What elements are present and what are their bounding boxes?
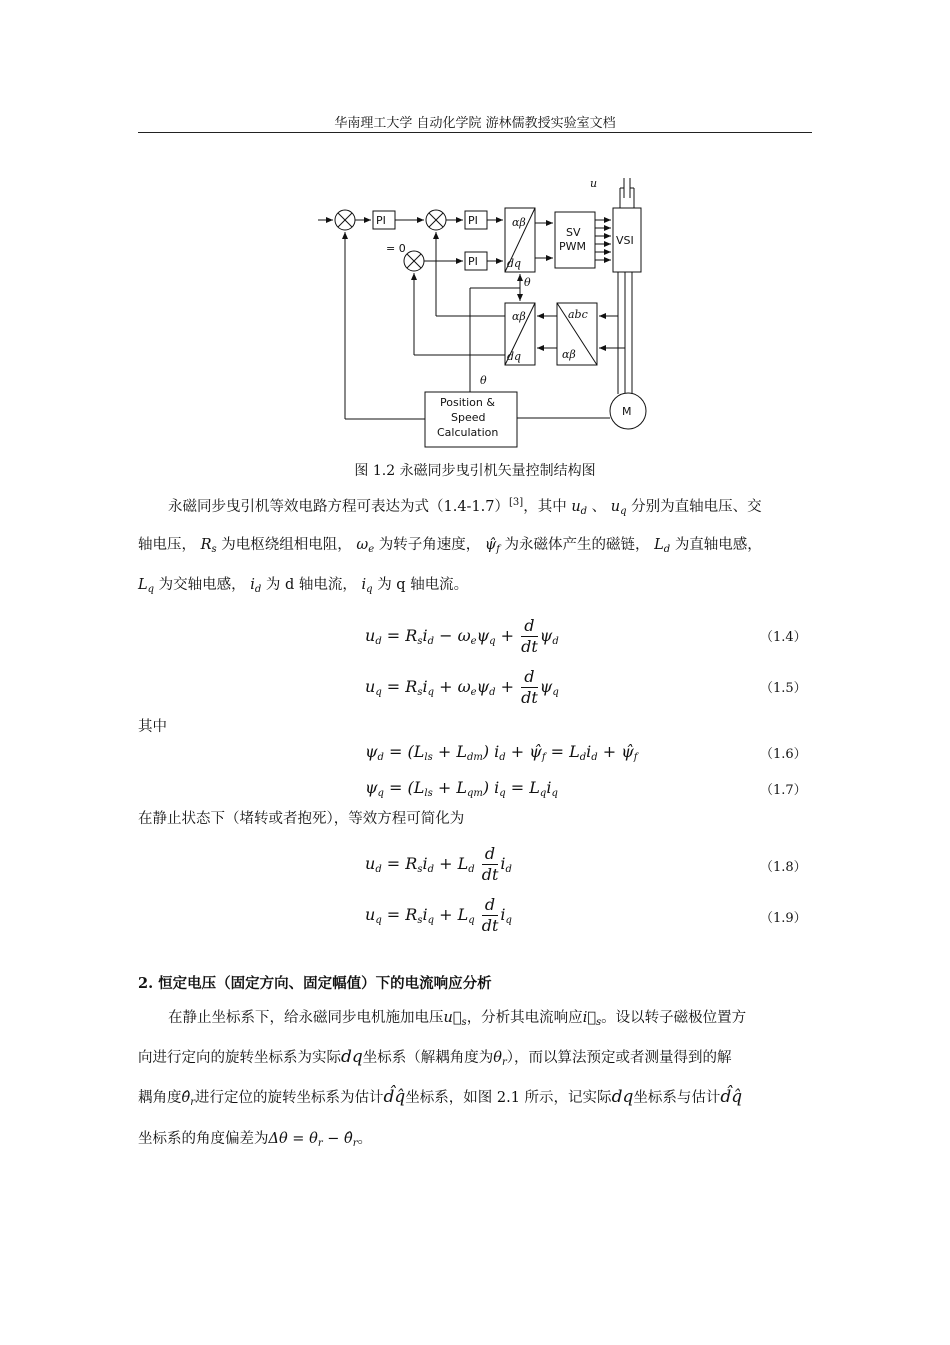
p2-text-a: 在静止坐标系下，给永磁同步电机施加电压 [168, 1010, 444, 1026]
citation-ref: [3] [509, 497, 524, 508]
pi-label-2: PI [468, 214, 478, 227]
abc-label: abc [568, 308, 588, 321]
paragraph-2-line-4: 坐标系的角度偏差为$\Delta\theta = \theta_r$ − $\thetâ_r$。 [138, 1131, 372, 1149]
p2-text-h: 进行定位的旋转坐标系为估计 [195, 1090, 384, 1106]
equation-1-8: $u_d = R_si_d + L_d$ $\frac{d}{dt}$ $i_d$ [365, 844, 512, 884]
p1-text-j: 为 d 轴电流， [265, 577, 357, 593]
p1-text-g: 为永磁体产生的磁链， [504, 537, 650, 553]
eq-number-1-5: （1.5） [760, 681, 807, 696]
alpha-beta-label-1: αβ [512, 216, 526, 229]
p2-text-g: 耦角度 [138, 1090, 182, 1106]
p1-text-d: 轴电压， [138, 537, 196, 553]
paragraph-2-line-1: 在静止坐标系下，给永磁同步电机施加电压$u⃗_s$，分析其电流响应$i⃗_s$。设以转子磁极位置方 [168, 1010, 747, 1028]
p1-text-h: 为直轴电感， [674, 537, 762, 553]
dq-label-1: dq [507, 257, 522, 270]
section-2-title: 2. 恒定电压（固定方向、固定幅值）下的电流响应分析 [138, 975, 492, 992]
eq-number-1-8: （1.8） [760, 860, 807, 875]
id-zero-label: = 0 [386, 242, 406, 255]
position-label-1: Position & [440, 396, 495, 409]
p2-text-f: ），而以算法预定或者测量得到的解 [506, 1050, 732, 1066]
pwm-label: PWM [559, 240, 587, 253]
equation-1-7: $\psi_q = (L_{ls} + L_{qm}) i_q = L_qi_q$ [365, 778, 558, 799]
theta-e-label-2: θ [524, 276, 531, 289]
eq-number-1-4: （1.4） [760, 630, 807, 645]
p2-text-j: 坐标系与估计 [633, 1090, 721, 1106]
udc-label: u [590, 177, 598, 190]
p2-text-d: 向进行定向的旋转坐标系为实际 [138, 1050, 341, 1066]
paragraph-1-line-2: 轴电压， $R_s$ 为电枢绕组相电阻， $\omega_e$ 为转子角速度， $\psî_f$ 为永磁体产生的磁链， $L_d$ 为直轴电感， [138, 537, 762, 555]
p1-text-k: 为 q 轴电流。 [377, 577, 469, 593]
p2-text-b: ，分析其电流响应 [466, 1010, 583, 1026]
p1-text-i: 为交轴电感， [158, 577, 246, 593]
alpha-beta-label-3: αβ [562, 348, 576, 361]
position-label-3: Calculation [437, 426, 499, 439]
eq-number-1-9: （1.9） [760, 911, 807, 926]
text-qizhong: 其中 [138, 719, 167, 735]
figure-caption: 图 1.2 永磁同步曳引机矢量控制结构图 [354, 463, 596, 479]
theta-e-label: θ [480, 374, 487, 387]
control-block-diagram [300, 168, 660, 458]
eq-number-1-7: （1.7） [760, 783, 807, 798]
p1-text-a: 永磁同步曳引机等效电路方程可表达为式（1.4-1.7） [168, 498, 510, 515]
position-label-2: Speed [451, 411, 486, 424]
p1-text-c: 分别为直轴电压、交 [631, 498, 762, 515]
page-header: 华南理工大学 自动化学院 游林儒教授实验室文档 [334, 116, 616, 131]
dq-label-2: dq [507, 350, 522, 363]
vsi-label: VSI [616, 234, 634, 247]
equation-1-6: $\psi_d = (L_{ls} + L_{dm}) i_d$ + $\psî_f = L_di_d$ + $\psî_f$ [365, 742, 638, 763]
paragraph-2-line-3: 耦角度$\thetâ_r$进行定位的旋转坐标系为估计d̂q̂坐标系，如图 2.1 所示，记实际dq坐标系与估计d̂q̂ [138, 1087, 743, 1108]
p1-text-f: 为转子角速度， [378, 537, 481, 553]
pi-label-3: PI [468, 255, 478, 268]
p2-text-c: 。设以转子磁极位置方 [601, 1010, 747, 1026]
equation-1-5: $u_q = R_si_q + \omega_e\psi_d$ + $\frac{d}{dt}$ $\psi_q$ [365, 667, 559, 707]
equation-1-4: $u_d = R_si_d - \omega_e\psi_q$ + $\frac{d}{dt}$ $\psi_d$ [365, 616, 559, 656]
p2-text-i: 坐标系，如图 2.1 所示，记实际 [405, 1090, 612, 1106]
pi-label-1: PI [376, 214, 386, 227]
p1-text-e: 为电枢绕组相电阻， [221, 537, 352, 553]
p2-text-k: 坐标系的角度偏差为 [138, 1131, 269, 1147]
p2-text-e: 坐标系（解耦角度为 [362, 1050, 494, 1066]
text-static: 在静止状态下（堵转或者抱死），等效方程可简化为 [138, 811, 465, 827]
paragraph-2-line-2: 向进行定向的旋转坐标系为实际dq坐标系（解耦角度为$\theta_r$），而以算法预定或者测量得到的解 [138, 1047, 732, 1068]
eq-number-1-6: （1.6） [760, 747, 807, 762]
motor-label: M [622, 405, 632, 418]
paragraph-1-line-3: $L_q$ 为交轴电感， $i_d$ 为 d 轴电流， $i_q$ 为 q 轴电流。 [138, 577, 469, 595]
p1-text-b: ，其中 [523, 498, 567, 515]
alpha-beta-label-2: αβ [512, 310, 526, 323]
header-rule [138, 132, 812, 133]
sv-label: SV [566, 226, 581, 239]
paragraph-1-line-1: 永磁同步曳引机等效电路方程可表达为式（1.4-1.7）[3]，其中 $u_d$ 、 $u_q$ 分别为直轴电压、交 [168, 497, 762, 517]
equation-1-9: $u_q = R_si_q + L_q$ $\frac{d}{dt}$ $i_q$ [365, 895, 512, 935]
p2-text-l: 。 [357, 1131, 372, 1147]
